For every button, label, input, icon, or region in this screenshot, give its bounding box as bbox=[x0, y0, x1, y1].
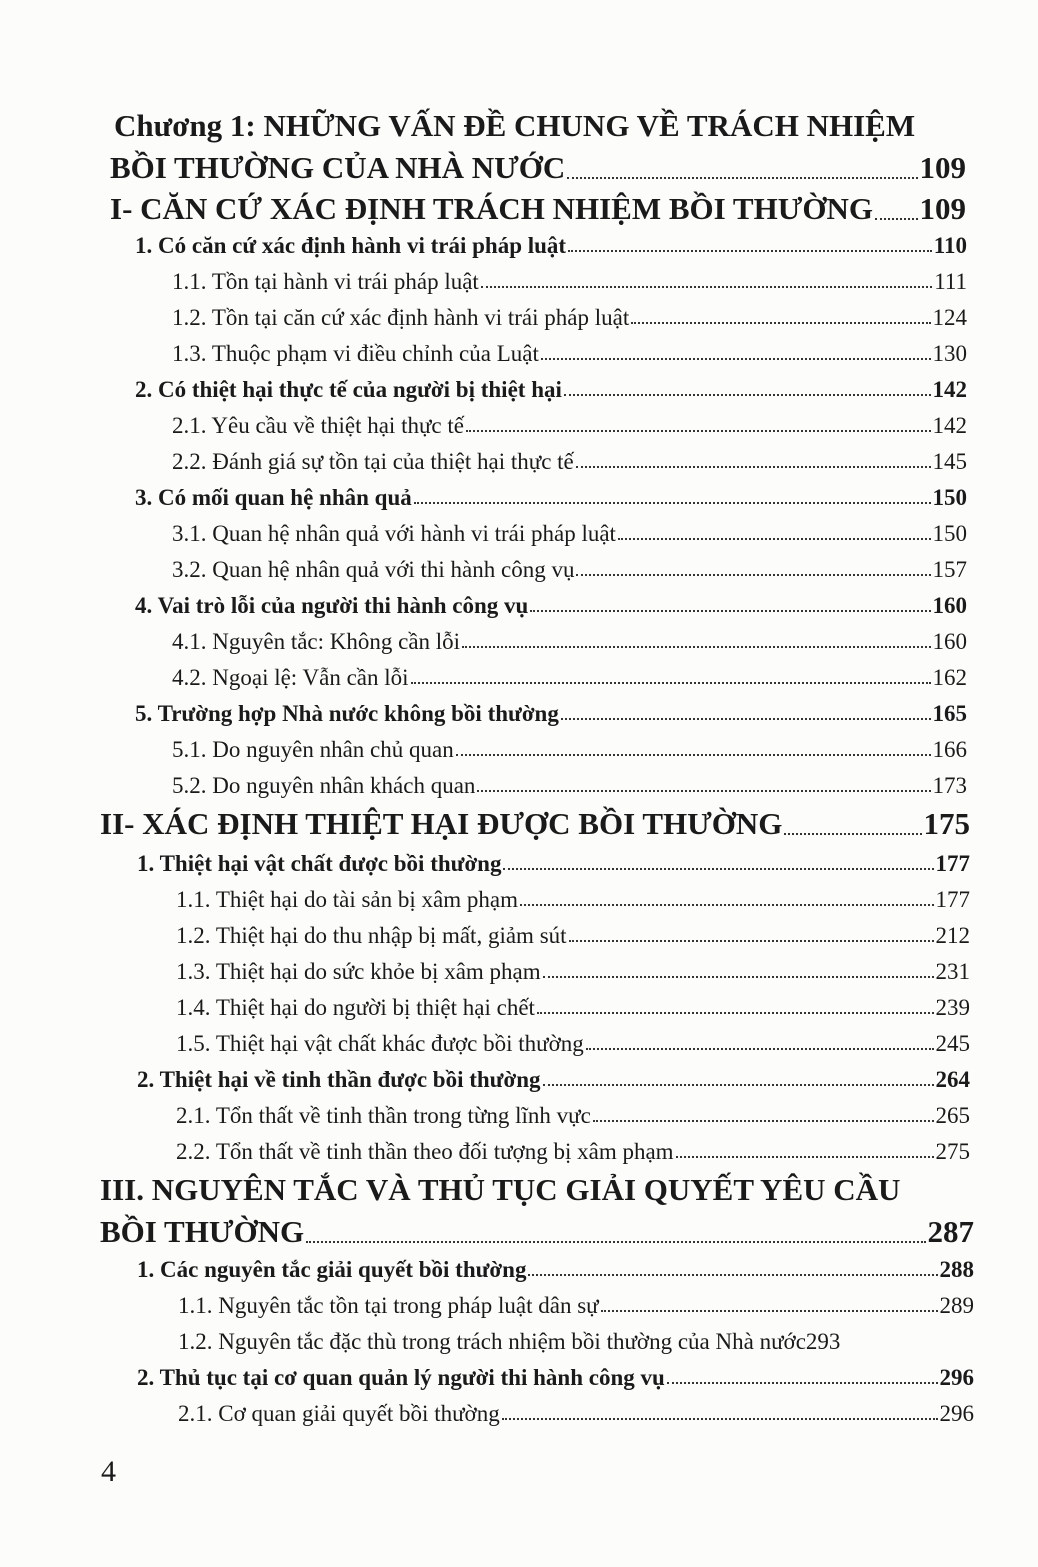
page-ref: 142 bbox=[932, 413, 967, 438]
subitem-title: 2.1. Cơ quan giải quyết bồi thường bbox=[178, 1401, 500, 1426]
toc-subitem[interactable] bbox=[176, 1139, 970, 1165]
page-ref: 150 bbox=[932, 521, 967, 546]
subitem-title: 4.1. Nguyên tắc: Không cần lỗi bbox=[172, 629, 461, 654]
subitem-title: 3.2. Quan hệ nhân quả với thi hành công vụ bbox=[172, 557, 575, 582]
dot-leader bbox=[618, 538, 931, 540]
dot-leader bbox=[676, 1156, 934, 1158]
toc-subitem[interactable] bbox=[172, 521, 967, 547]
page-ref: 239 bbox=[935, 995, 970, 1020]
dot-leader bbox=[568, 250, 932, 252]
subitem-title: 5.2. Do nguyên nhân khách quan bbox=[172, 773, 476, 798]
chapter-title-line1: Chương 1: NHỮNG VẤN ĐỀ CHUNG VỀ TRÁCH NHIỆM bbox=[114, 108, 916, 143]
toc-subitem[interactable] bbox=[172, 629, 967, 655]
dot-leader bbox=[576, 466, 931, 468]
toc-subitem[interactable] bbox=[172, 665, 967, 691]
toc-subitem[interactable] bbox=[172, 449, 967, 475]
dot-leader bbox=[502, 1418, 938, 1420]
item-title: 4. Vai trò lỗi của người thi hành công vụ bbox=[135, 593, 529, 618]
dot-leader bbox=[875, 218, 918, 220]
item-title: 2. Thiệt hại về tinh thần được bồi thường bbox=[137, 1067, 541, 1092]
dot-leader bbox=[784, 833, 921, 835]
dot-leader bbox=[561, 718, 931, 720]
toc-subitem[interactable] bbox=[176, 995, 970, 1021]
dot-leader bbox=[528, 1274, 937, 1276]
subitem-title: 2.1. Yêu cầu về thiệt hại thực tế bbox=[172, 413, 464, 438]
dot-leader bbox=[543, 1084, 934, 1086]
chapter-entry[interactable] bbox=[110, 150, 966, 186]
dot-leader bbox=[520, 904, 934, 906]
subitem-title: 3.1. Quan hệ nhân quả với hành vi trái pháp luật bbox=[172, 521, 616, 546]
page-ref: 160 bbox=[932, 593, 967, 618]
subitem-title: 1.3. Thiệt hại do sức khỏe bị xâm phạm bbox=[176, 959, 541, 984]
toc-item[interactable] bbox=[135, 593, 967, 619]
dot-leader bbox=[466, 430, 931, 432]
toc-subitem[interactable] bbox=[172, 341, 967, 367]
page-ref: 296 bbox=[939, 1365, 974, 1390]
page-ref: 130 bbox=[932, 341, 967, 366]
dot-leader bbox=[631, 322, 930, 324]
dot-leader bbox=[543, 976, 934, 978]
page-ref: 177 bbox=[935, 851, 970, 876]
item-title: 2. Có thiệt hại thực tế của người bị thiệt hại bbox=[135, 377, 562, 402]
section-title: II- XÁC ĐỊNH THIỆT HẠI ĐƯỢC BỒI THƯỜNG bbox=[100, 806, 783, 841]
toc-item[interactable] bbox=[135, 701, 967, 727]
section3-title-line2: BỒI THƯỜNG bbox=[100, 1214, 305, 1249]
page-ref: 165 bbox=[932, 701, 967, 726]
dot-leader bbox=[530, 610, 930, 612]
subitem-title: 1.2. Thiệt hại do thu nhập bị mất, giảm sút bbox=[176, 923, 567, 948]
item-title: 1. Thiệt hại vật chất được bồi thường bbox=[137, 851, 502, 876]
subitem-title: 4.2. Ngoại lệ: Vẫn cần lỗi bbox=[172, 665, 409, 690]
dot-leader bbox=[667, 1382, 938, 1384]
toc-subitem[interactable] bbox=[172, 737, 967, 763]
item-title: 1. Có căn cứ xác định hành vi trái pháp luật bbox=[135, 233, 567, 258]
dot-leader bbox=[569, 940, 934, 942]
toc-subitem[interactable] bbox=[176, 923, 970, 949]
toc-subitem[interactable] bbox=[178, 1293, 974, 1319]
toc-item[interactable] bbox=[137, 1257, 974, 1283]
page-ref: 150 bbox=[932, 485, 967, 510]
page-ref: 288 bbox=[939, 1257, 974, 1282]
page-ref: 231 bbox=[935, 959, 970, 984]
dot-leader bbox=[567, 177, 917, 179]
page-ref: 111 bbox=[934, 269, 967, 294]
item-title: 3. Có mối quan hệ nhân quả bbox=[135, 485, 412, 510]
page-ref: 109 bbox=[919, 150, 966, 185]
dot-leader bbox=[541, 358, 931, 360]
subitem-title: 1.1. Nguyên tắc tồn tại trong pháp luật dân sự bbox=[178, 1293, 599, 1318]
subitem-title: 2.2. Đánh giá sự tồn tại của thiệt hại thực tế bbox=[172, 449, 574, 474]
toc-subitem[interactable] bbox=[176, 887, 970, 913]
toc-subitem[interactable] bbox=[178, 1401, 974, 1427]
toc-subitem[interactable] bbox=[172, 773, 967, 799]
page-ref: 110 bbox=[933, 233, 967, 258]
item-title: 1. Các nguyên tắc giải quyết bồi thường bbox=[137, 1257, 527, 1282]
page-ref: 145 bbox=[932, 449, 967, 474]
page-ref: 173 bbox=[932, 773, 967, 798]
dot-leader bbox=[477, 790, 930, 792]
page-ref: 245 bbox=[935, 1031, 970, 1056]
section3-title-line1: III. NGUYÊN TẮC VÀ THỦ TỤC GIẢI QUYẾT YÊU CẦU bbox=[100, 1172, 901, 1207]
page-ref: 109 bbox=[919, 191, 966, 226]
item-title: 5. Trường hợp Nhà nước không bồi thường bbox=[135, 701, 559, 726]
toc-item[interactable] bbox=[135, 485, 967, 511]
subitem-title: 1.1. Thiệt hại do tài sản bị xâm phạm bbox=[176, 887, 518, 912]
dot-leader bbox=[462, 646, 930, 648]
toc-subitem[interactable] bbox=[172, 269, 967, 295]
toc-item[interactable] bbox=[135, 377, 967, 403]
dot-leader bbox=[576, 574, 930, 576]
page-ref: 175 bbox=[923, 806, 970, 841]
dot-leader bbox=[601, 1310, 938, 1312]
page-ref: 287 bbox=[927, 1214, 974, 1249]
subitem-title: 1.3. Thuộc phạm vi điều chỉnh của Luật bbox=[172, 341, 539, 366]
page-ref: 212 bbox=[935, 923, 970, 948]
dot-leader bbox=[456, 754, 931, 756]
toc-subitem[interactable] bbox=[172, 557, 967, 583]
subitem-title: 1.4. Thiệt hại do người bị thiệt hại chết bbox=[176, 995, 535, 1020]
page-ref: 157 bbox=[932, 557, 967, 582]
subitem-title: 1.1. Tồn tại hành vi trái pháp luật bbox=[172, 269, 479, 294]
dot-leader bbox=[414, 502, 931, 504]
dot-leader bbox=[586, 1048, 934, 1050]
toc-item[interactable] bbox=[135, 233, 967, 259]
toc-item[interactable] bbox=[137, 1365, 974, 1391]
dot-leader bbox=[593, 1120, 934, 1122]
dot-leader bbox=[481, 286, 932, 288]
page-ref: 162 bbox=[932, 665, 967, 690]
page-ref: 289 bbox=[939, 1293, 974, 1318]
dot-leader bbox=[306, 1241, 925, 1243]
page-ref: 275 bbox=[935, 1139, 970, 1164]
subitem-title: 2.2. Tổn thất về tinh thần theo đối tượng bị xâm phạm bbox=[176, 1139, 674, 1164]
page-ref: 264 bbox=[935, 1067, 970, 1092]
toc-subitem[interactable] bbox=[176, 1031, 970, 1057]
toc-subitem[interactable] bbox=[172, 413, 967, 439]
page-ref: 296 bbox=[939, 1401, 974, 1426]
subitem-title: 1.2. Nguyên tắc đặc thù trong trách nhiệm bồi thường của Nhà nước bbox=[178, 1329, 806, 1354]
section-entry[interactable] bbox=[100, 1214, 974, 1250]
section-entry[interactable] bbox=[110, 191, 966, 227]
subitem-title: 1.5. Thiệt hại vật chất khác được bồi thường bbox=[176, 1031, 584, 1056]
dot-leader bbox=[503, 868, 933, 870]
toc-subitem[interactable] bbox=[172, 305, 967, 331]
page-ref: 166 bbox=[932, 737, 967, 762]
chapter-title-line2: BỒI THƯỜNG CỦA NHÀ NƯỚC bbox=[110, 150, 566, 185]
subitem-title: 1.2. Tồn tại căn cứ xác định hành vi trái pháp luật bbox=[172, 305, 630, 330]
toc-item[interactable] bbox=[137, 851, 970, 877]
section-title: I- CĂN CỨ XÁC ĐỊNH TRÁCH NHIỆM BỒI THƯỜNG bbox=[110, 191, 873, 226]
section-entry[interactable] bbox=[100, 806, 970, 842]
dot-leader bbox=[537, 1012, 934, 1014]
toc-subitem[interactable] bbox=[178, 1329, 990, 1355]
subitem-title: 5.1. Do nguyên nhân chủ quan bbox=[172, 737, 454, 762]
item-title: 2. Thủ tục tại cơ quan quản lý người thi hành công vụ bbox=[137, 1365, 665, 1390]
toc-subitem[interactable] bbox=[176, 1103, 970, 1129]
page-ref: 160 bbox=[932, 629, 967, 654]
page-ref: 177 bbox=[935, 887, 970, 912]
dot-leader bbox=[564, 394, 931, 396]
subitem-title: 2.1. Tổn thất về tinh thần trong từng lĩnh vực bbox=[176, 1103, 591, 1128]
page-ref: 124 bbox=[932, 305, 967, 330]
page-ref: 265 bbox=[935, 1103, 970, 1128]
toc-subitem[interactable] bbox=[176, 959, 970, 985]
dot-leader bbox=[411, 682, 931, 684]
page-number: 4 bbox=[101, 1455, 116, 1488]
page-ref: 142 bbox=[932, 377, 967, 402]
toc-item[interactable] bbox=[137, 1067, 970, 1093]
page-ref: 293 bbox=[805, 1329, 841, 1354]
